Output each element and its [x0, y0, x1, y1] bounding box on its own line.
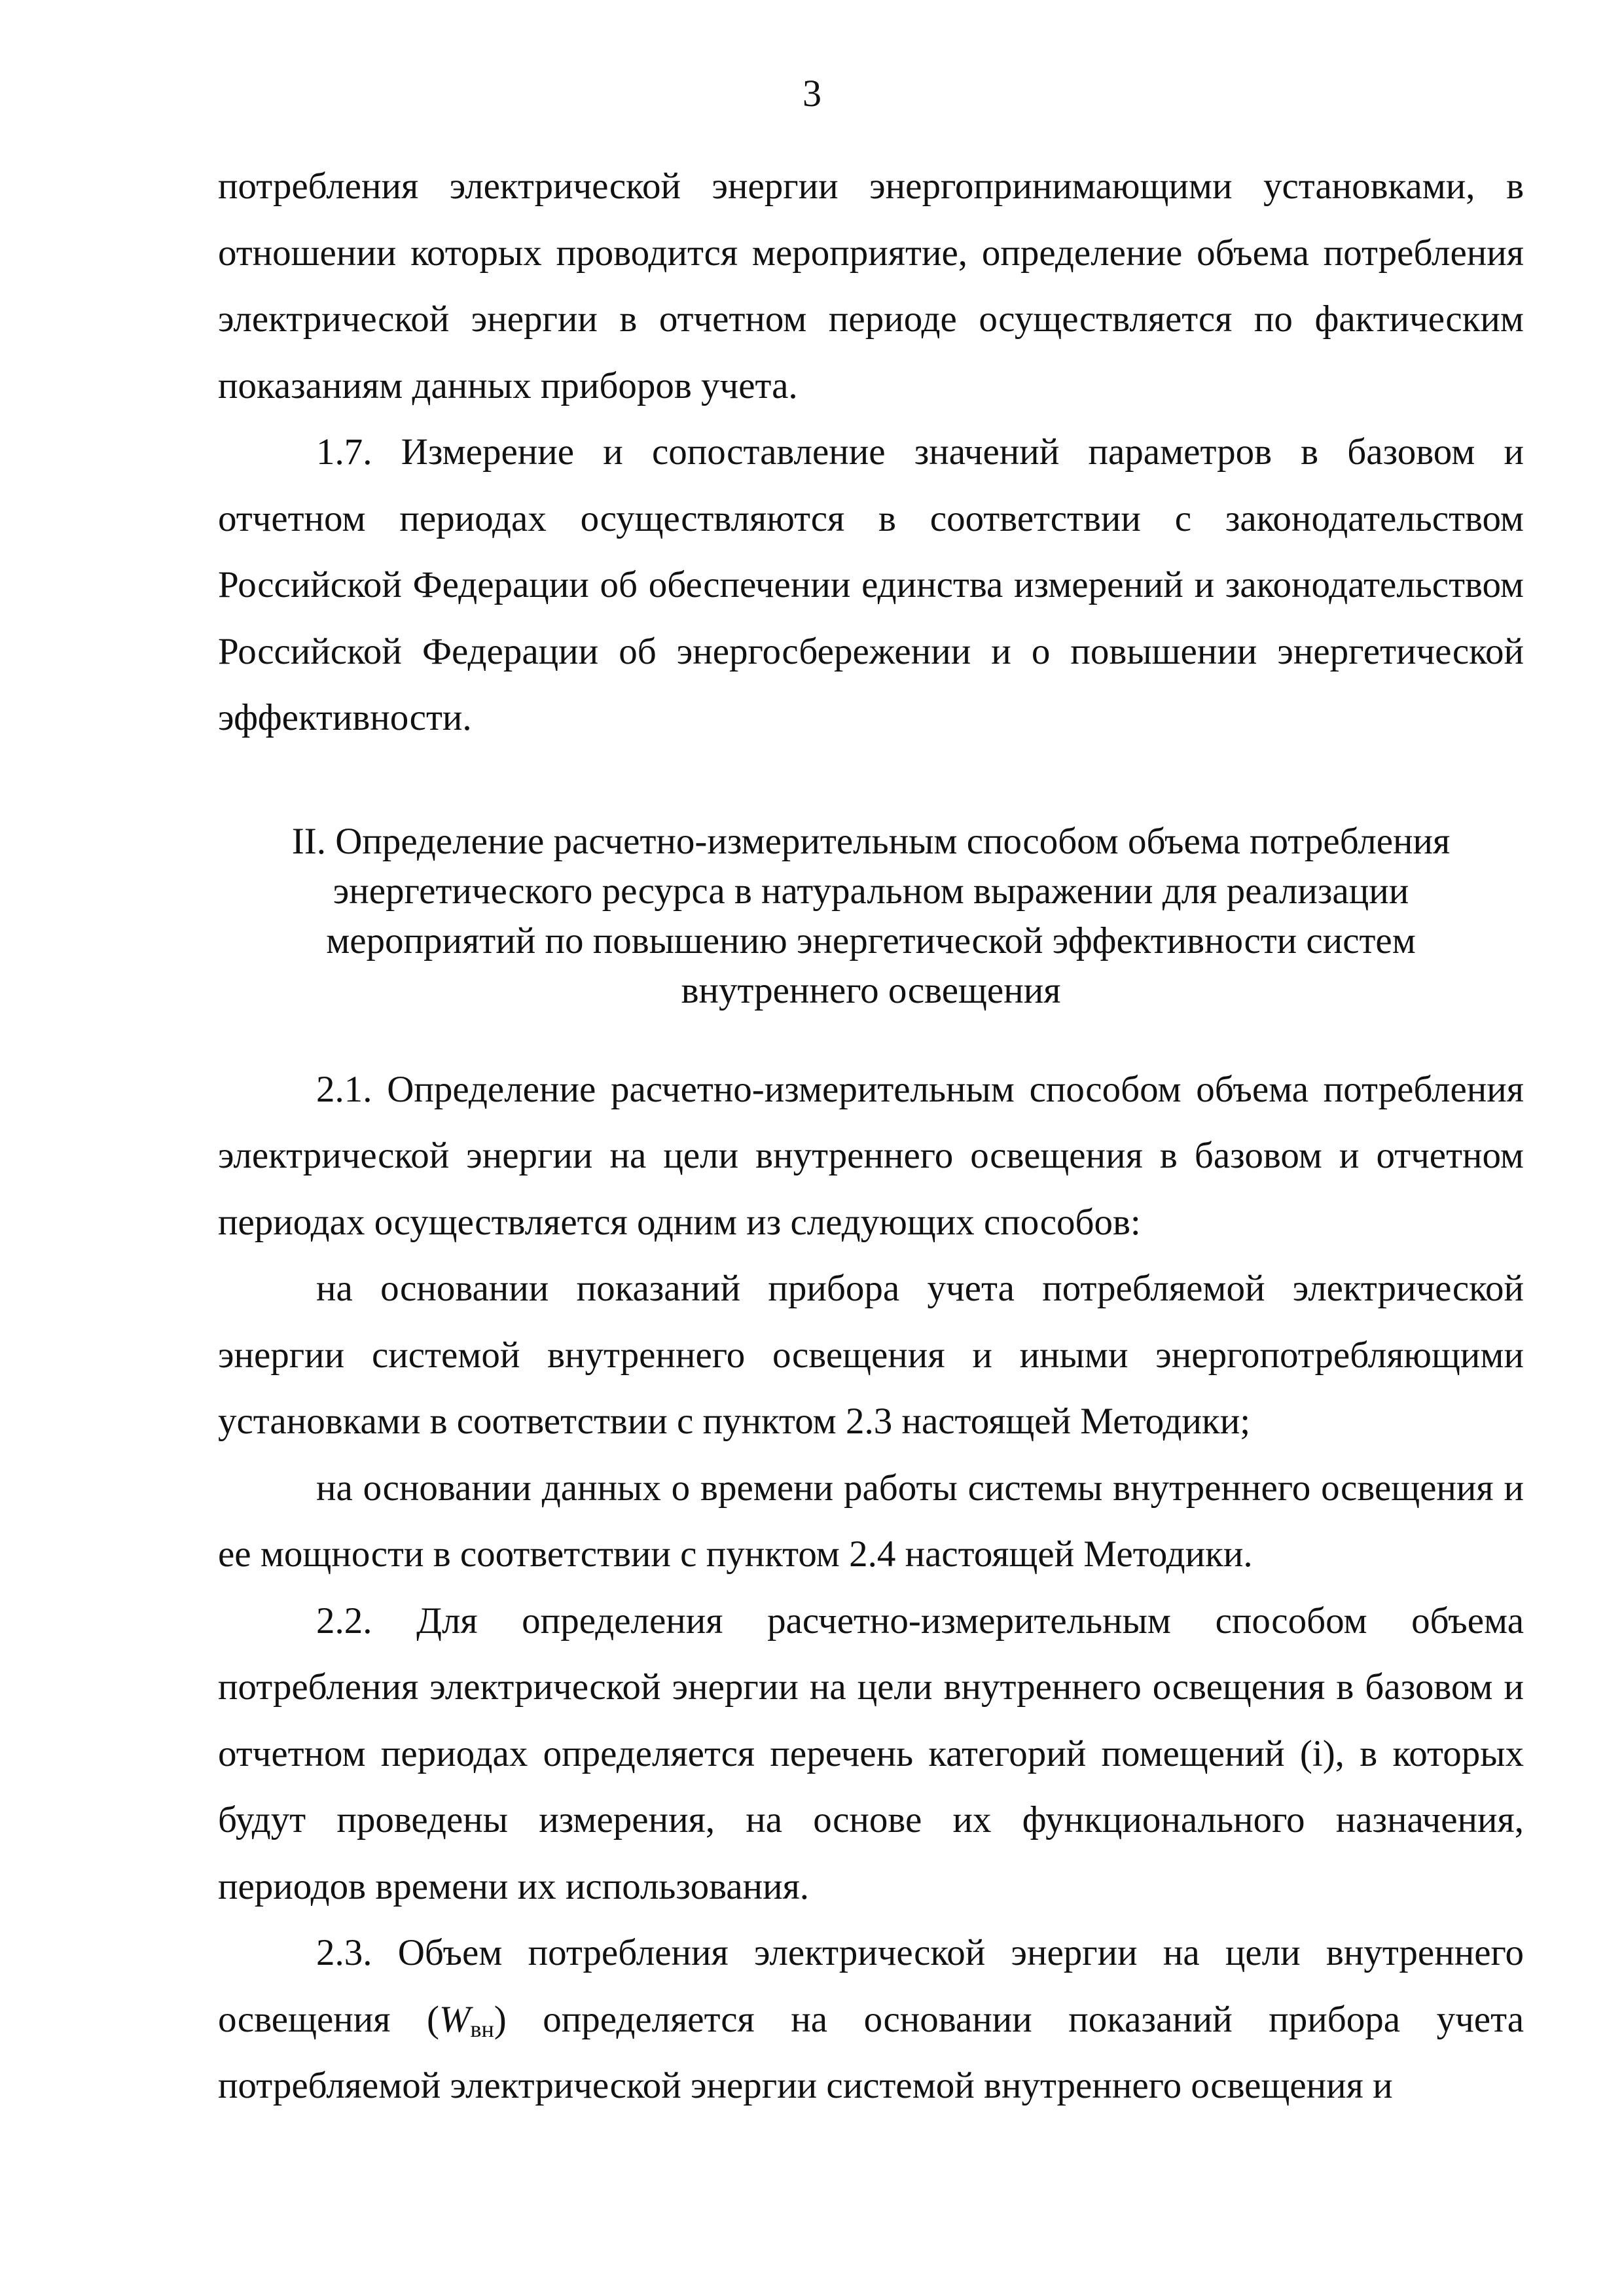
formula-variable-w: W [439, 1998, 471, 2040]
paragraph-continuation: потребления электрической энергии энергопринимающими установками, в отношении которых проводится мероприятие, определение объема потребления электрической энергии в отчетном периоде осуществляется по фактическим показаниям данных приборов учета. [218, 166, 1524, 406]
paragraph-2-3-text-end: ) определяется на основании показаний прибора учета потребляемой электрической энергии системой внутреннего освещения и [218, 1998, 1524, 2106]
section-heading-line: внутреннего освещения [681, 969, 1061, 1011]
section-heading-line: мероприятий по повышению энергетической эффективности систем [326, 920, 1416, 961]
page-number: 3 [803, 72, 821, 115]
paragraph-1-7: 1.7. Измерение и сопоставление значений параметров в базовом и отчетном периодах осуществляются в соответствии с законодательством Российской Федерации об обеспечении единства измерений и законодательством Российской Федерации об энергосбережении и о повышении энергетической эффективности. [218, 431, 1524, 738]
section-heading-line: II. Определение расчетно-измерительным способом объема потребления [291, 820, 1451, 862]
document-body [218, 153, 1524, 2119]
paragraph-method-1: на основании показаний прибора учета потребляемой электрической энергии системой внутреннего освещения и иными энергопотребляющими установками в соответствии с пунктом 2.3 настоящей Методики; [218, 1268, 1524, 1442]
paragraph-method-2: на основании данных о времени работы системы внутреннего освещения и ее мощности в соответствии с пунктом 2.4 настоящей Методики. [218, 1467, 1524, 1575]
paragraph-2-3 [218, 1920, 1524, 2119]
paragraph-2-2: 2.2. Для определения расчетно-измерительным способом объема потребления электрической энергии на цели внутреннего освещения в базовом и отчетном периодах определяется перечень категорий помещений (i), в которых будут проведены измерения, на основе их функционального назначения, периодов времени их использования. [218, 1600, 1524, 1907]
paragraph-2-3-text-start: 2.3. Объем потребления электрической энергии на цели внутреннего освещения ( [218, 1932, 1524, 2040]
section-heading-line: энергетического ресурса в натуральном выражении для реализации [333, 870, 1409, 912]
paragraph-2-1: 2.1. Определение расчетно-измерительным способом объема потребления электрической энергии на цели внутреннего освещения в базовом и отчетном периодах осуществляется одним из следующих способов: [218, 1068, 1524, 1243]
formula-subscript: вн [470, 2015, 494, 2042]
section-heading-2 [218, 817, 1524, 1016]
